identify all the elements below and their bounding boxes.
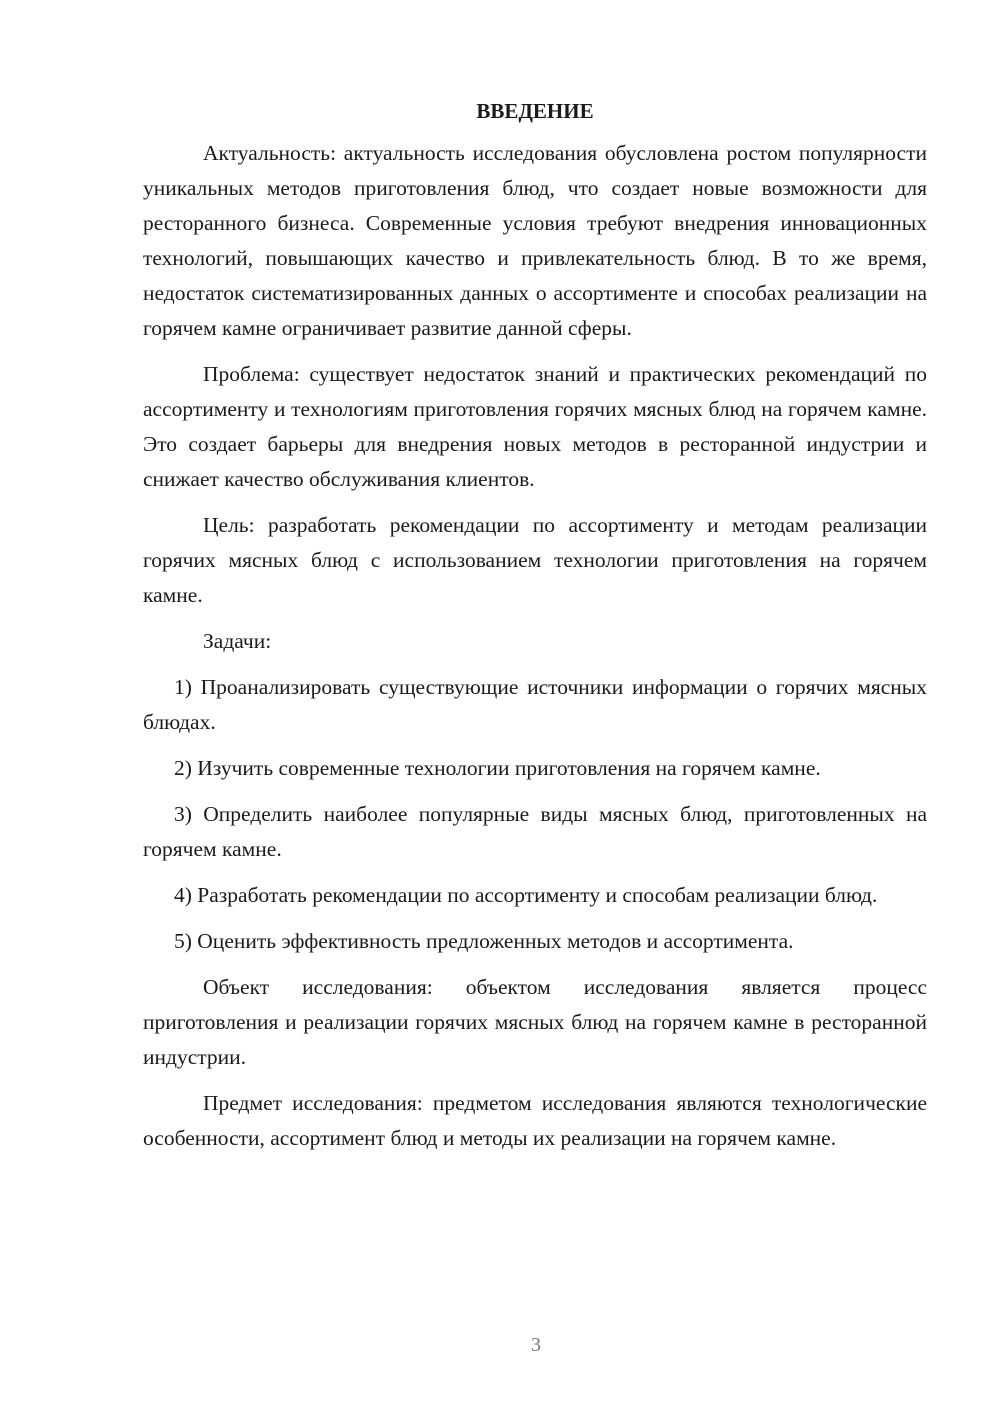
task-item-4: 4) Разработать рекомендации по ассортименту и способам реализации блюд.: [174, 883, 878, 907]
paragraph-tasks-heading: Задачи:: [203, 629, 272, 653]
page-number: 3: [531, 1334, 541, 1356]
paragraph-subject: Предмет исследования: предметом исследования являются технологические особенности, ассортимент блюд и методы их реализации на горячем камне.: [143, 1091, 927, 1150]
task-item-1: 1) Проанализировать существующие источники информации о горячих мясных блюдах.: [143, 675, 927, 734]
document-page: [143, 96, 927, 1167]
task-item-5: 5) Оценить эффективность предложенных методов и ассортимента.: [174, 929, 794, 953]
task-item-3: 3) Определить наиболее популярные виды мясных блюд, приготовленных на горячем камне.: [143, 802, 927, 861]
paragraph-problem: Проблема: существует недостаток знаний и практических рекомендаций по ассортименту и технологиям приготовления горячих мясных блюд на горячем камне. Это создает барьеры для внедрения новых методов в ресторанной индустрии и снижает качество обслуживания клиентов.: [143, 362, 927, 491]
paragraph-object: Объект исследования: объектом исследования является процесс приготовления и реализации горячих мясных блюд на горячем камне в ресторанной индустрии.: [143, 975, 927, 1069]
section-title: ВВЕДЕНИЕ: [476, 99, 594, 123]
paragraph-relevance: Актуальность: актуальность исследования обусловлена ростом популярности уникальных методов приготовления блюд, что создает новые возможности для ресторанного бизнеса. Современные условия требуют внедрения инновационных технологий, повышающих качество и привлекательность блюд. В то же время, недостаток систематизированных данных о ассортименте и способах реализации на горячем камне ограничивает развитие данной сферы.: [143, 141, 927, 340]
paragraph-goal: Цель: разработать рекомендации по ассортименту и методам реализации горячих мясных блюд с использованием технологии приготовления на горячем камне.: [143, 513, 927, 607]
task-item-2: 2) Изучить современные технологии приготовления на горячем камне.: [174, 756, 821, 780]
